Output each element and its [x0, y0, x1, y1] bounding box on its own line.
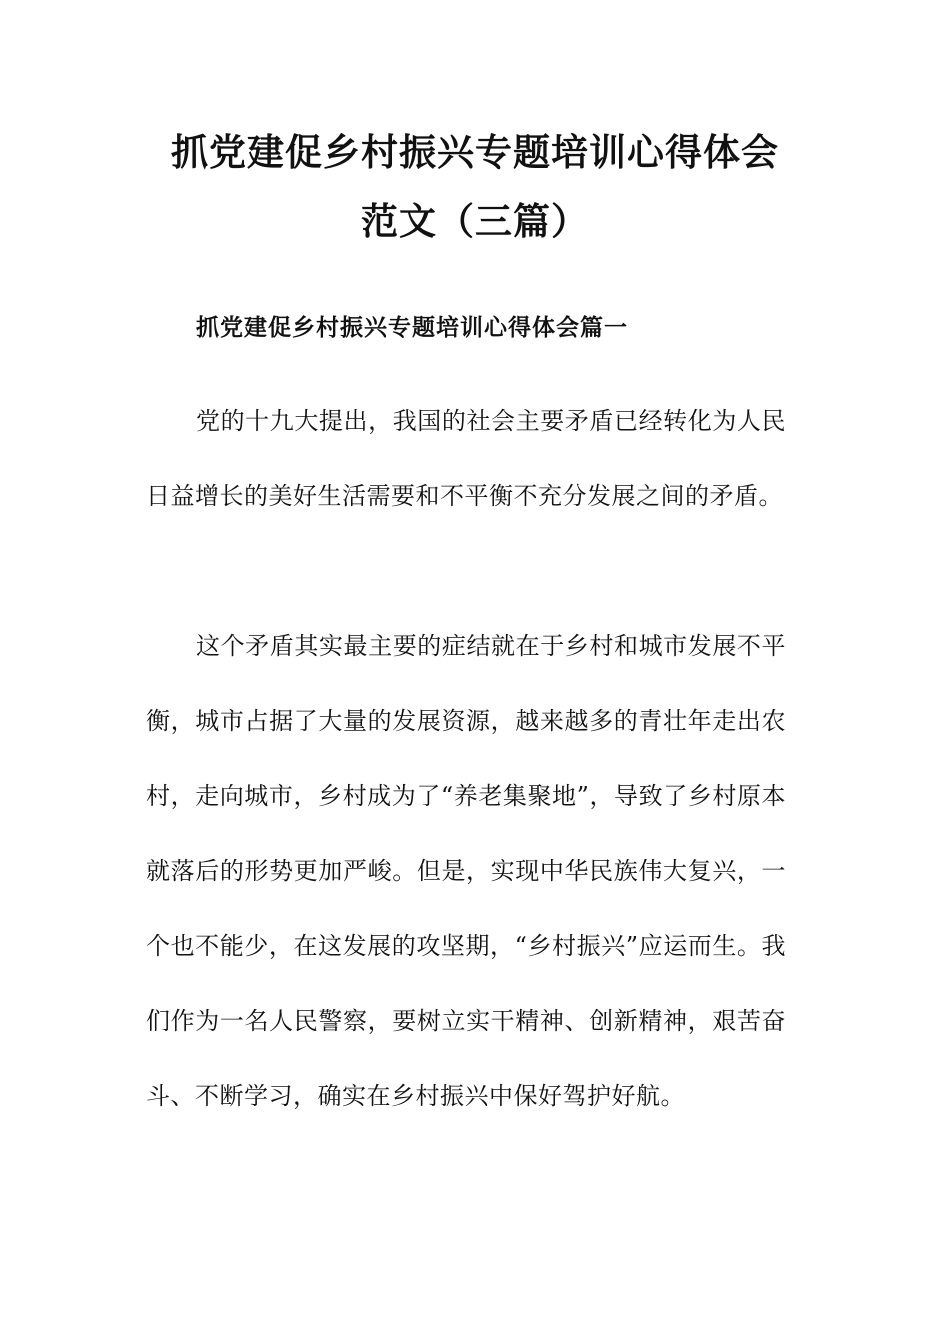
document-title-line-2: 范文（三篇） [361, 200, 589, 243]
section-heading: 抓党建促乡村振兴专题培训心得体会篇一 [196, 315, 628, 341]
document-title-line-1: 抓党建促乡村振兴专题培训心得体会 [171, 131, 779, 174]
paragraph-2: 这个矛盾其实最主要的症结就在于乡村和城市发展不平衡，城市占据了大量的发展资源，越来越多的青壮年走出农村，走向城市，乡村成为了“养老集聚地”，导致了乡村原本就落后的形势更加严峻。但是，实现中华民族伟大复兴，一个也不能少，在这发展的攻坚期，“乡村振兴”应运而生。我们作为一名人民警察，要树立实干精神、创新精神，艰苦奋斗、不断学习，确实在乡村振兴中保好驾护好航。 [146, 632, 786, 1110]
paragraph-1: 党的十九大提出，我国的社会主要矛盾已经转化为人民日益增长的美好生活需要和不平衡不充分发展之间的矛盾。 [146, 407, 786, 510]
